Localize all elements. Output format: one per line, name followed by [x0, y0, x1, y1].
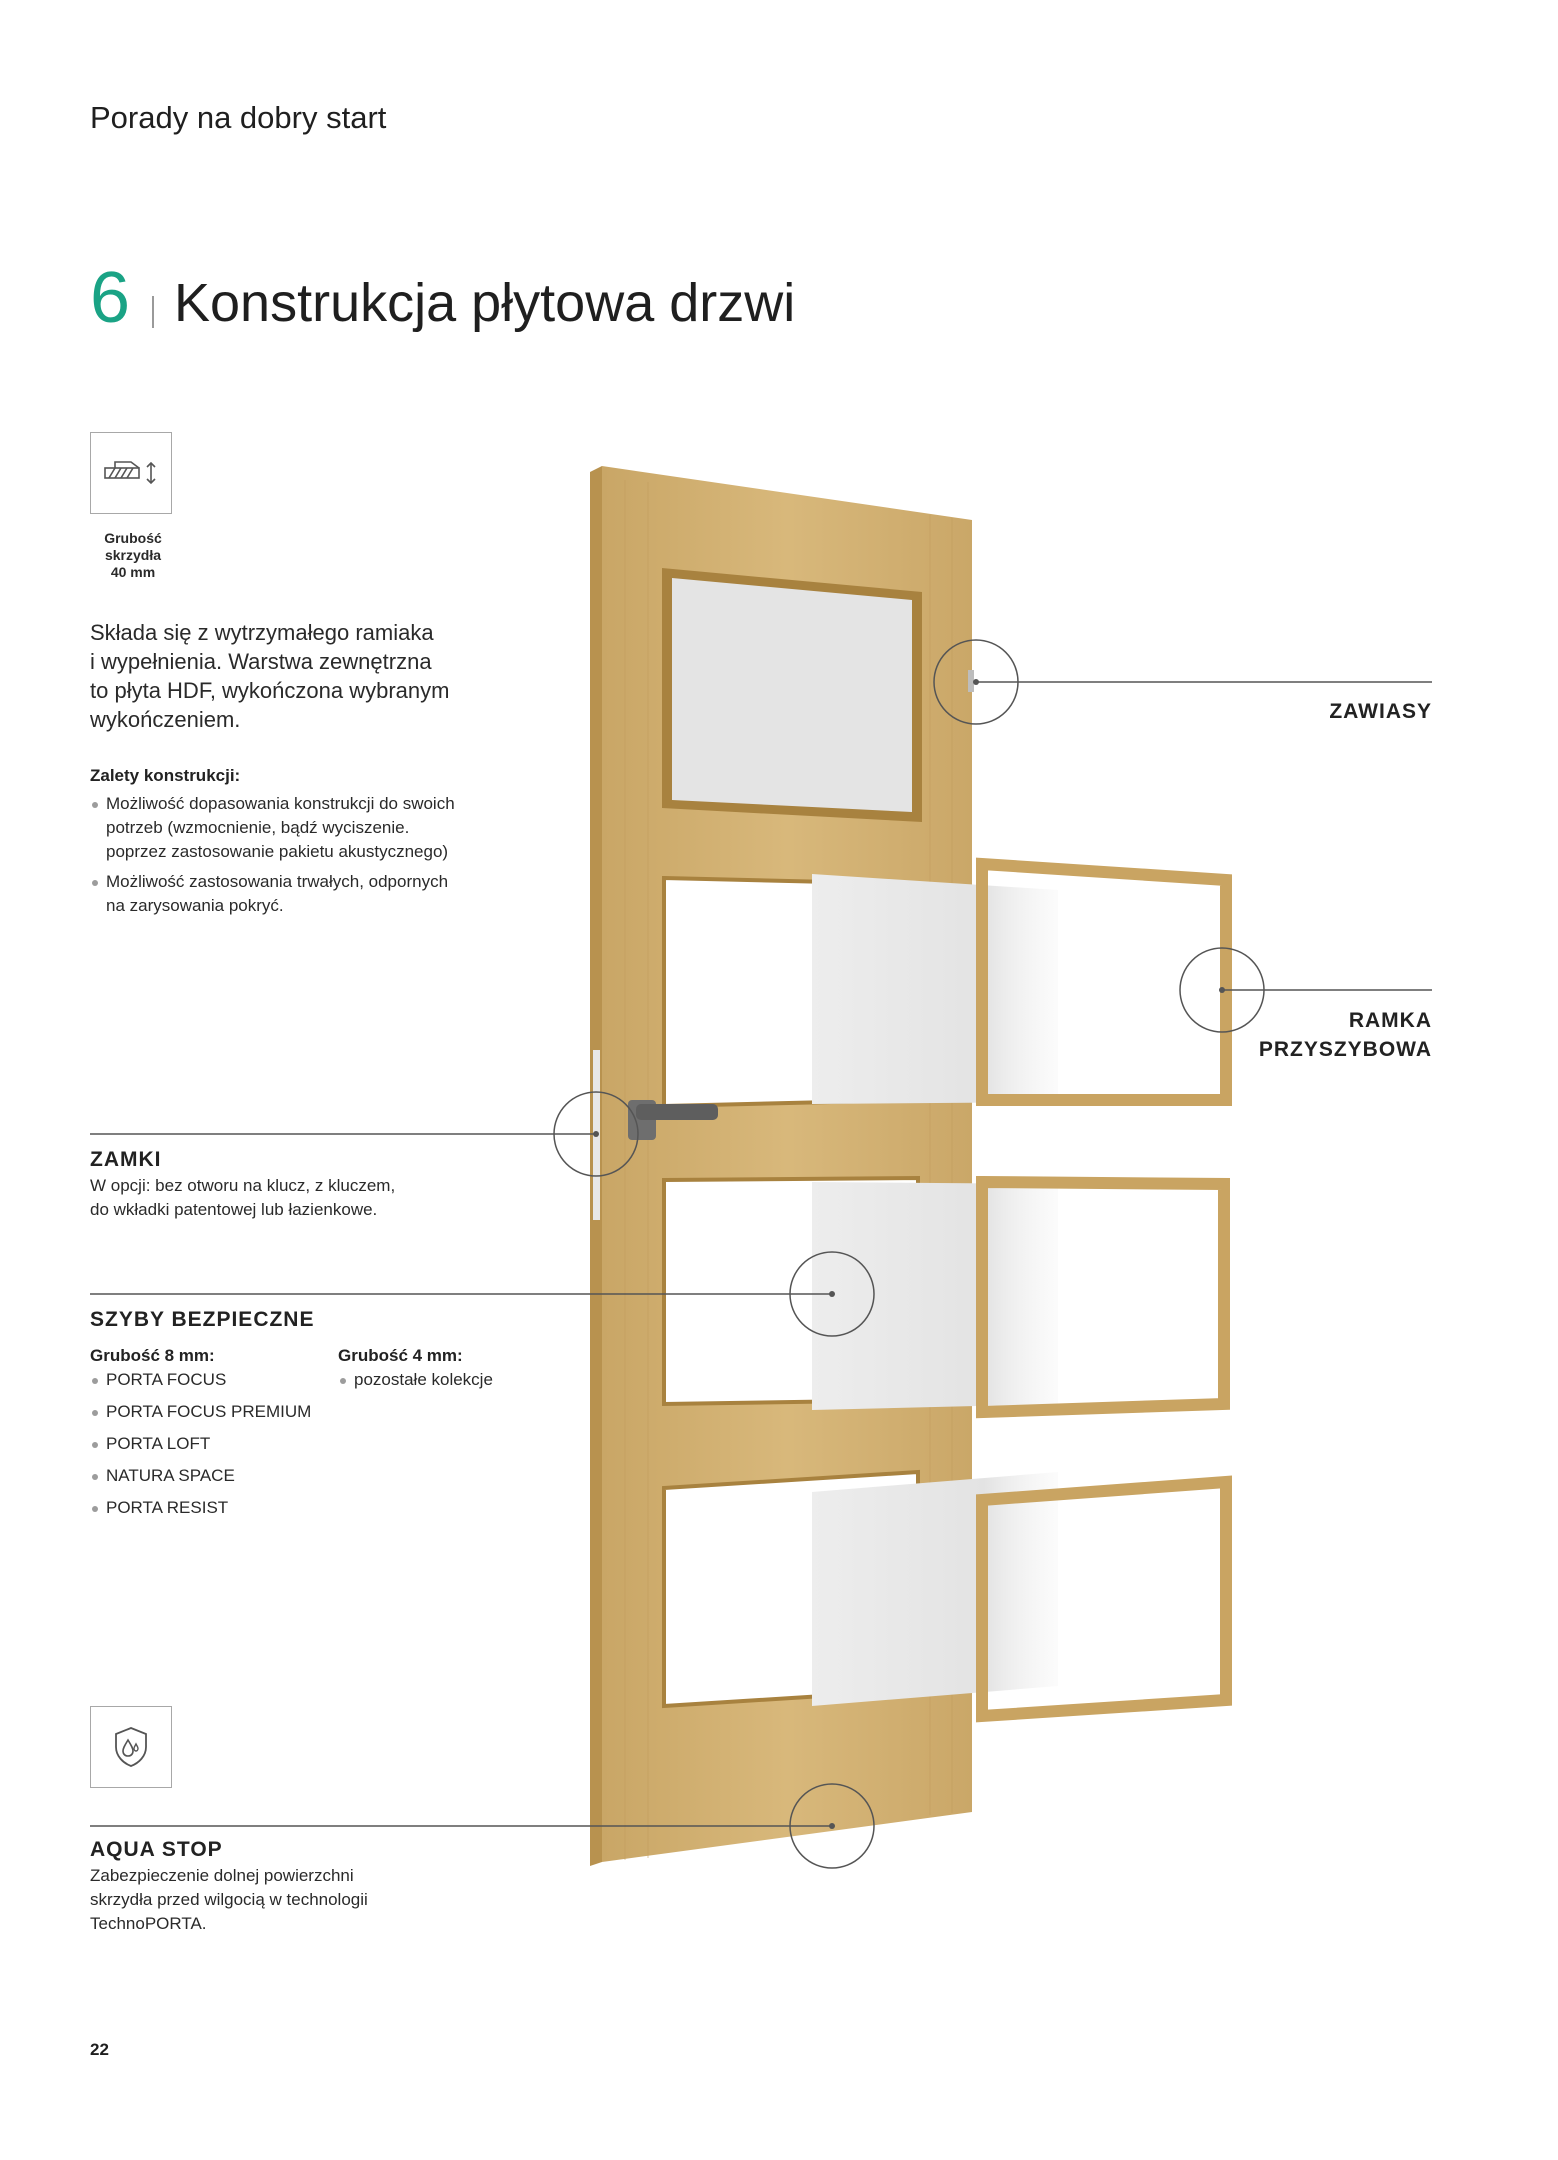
callout-dot	[973, 679, 979, 685]
callout-dot	[593, 1131, 599, 1137]
list-item-line: Możliwość dopasowania konstrukcji do swoich	[106, 794, 455, 813]
list-item: NATURA SPACE	[90, 1464, 330, 1488]
hinge-icon	[968, 670, 974, 692]
advantages-title: Zalety konstrukcji:	[90, 766, 241, 785]
section-number: 6	[90, 258, 131, 338]
label-locks: ZAMKI	[90, 1148, 162, 1171]
caption-line: Grubość	[104, 530, 162, 546]
list-item-line: potrzeb (wzmocnienie, bądź wyciszenie.	[106, 818, 410, 837]
aqua-stop-shield-icon	[90, 1706, 172, 1788]
intro-line: to płyta HDF, wykończona wybranym	[90, 678, 450, 703]
glass-4mm-list	[338, 1368, 538, 1400]
label-aqua-stop: AQUA STOP	[90, 1838, 223, 1861]
desc-line: do wkładki patentowej lub łazienkowe.	[90, 1200, 378, 1219]
list-item: PORTA LOFT	[90, 1432, 330, 1456]
page-header-title: Porady na dobry start	[90, 100, 387, 135]
intro-line: i wypełnienia. Warstwa zewnętrzna	[90, 649, 432, 674]
label-glazing-frame	[1160, 1006, 1432, 1064]
list-item: PORTA FOCUS PREMIUM	[90, 1400, 330, 1424]
glass-8mm-title: Grubość 8 mm:	[90, 1346, 215, 1365]
page-number: 22	[90, 2040, 109, 2059]
callout-dot	[829, 1823, 835, 1829]
list-item: pozostałe kolekcje	[338, 1368, 538, 1392]
label-line: RAMKA	[1348, 1009, 1432, 1032]
list-item-line: poprzez zastosowanie pakietu akustycznego)	[106, 842, 449, 861]
list-item-line: Możliwość zastosowania trwałych, odpornych	[106, 872, 449, 891]
callout-dot	[829, 1291, 835, 1297]
desc-line: skrzydła przed wilgocią w technologii	[90, 1890, 368, 1909]
glass-pane	[812, 1182, 1058, 1410]
glass-pane	[812, 874, 1058, 1104]
locks-description	[90, 1174, 395, 1222]
desc-line: TechnoPORTA.	[90, 1914, 207, 1933]
glass-8mm-list	[90, 1368, 330, 1528]
label-hinges: ZAWIASY	[1329, 700, 1432, 723]
caption-line: 40 mm	[110, 564, 156, 580]
aqua-stop-description	[90, 1864, 368, 1936]
section-title: Konstrukcja płytowa drzwi	[174, 273, 796, 333]
intro-line: wykończeniem.	[90, 707, 241, 732]
glass-4mm-title: Grubość 4 mm:	[338, 1346, 463, 1365]
label-line: PRZYSZYBOWA	[1258, 1038, 1432, 1061]
list-item: PORTA FOCUS	[90, 1368, 330, 1392]
label-safety-glass: SZYBY BEZPIECZNE	[90, 1308, 315, 1331]
list-item: PORTA RESIST	[90, 1496, 330, 1520]
intro-line: Składa się z wytrzymałego ramiaka	[90, 620, 434, 645]
callout-dot	[1219, 987, 1225, 993]
glass-pane	[812, 1472, 1058, 1706]
list-item-line: na zarysowania pokryć.	[106, 896, 284, 915]
desc-line: W opcji: bez otworu na klucz, z kluczem,	[90, 1176, 396, 1195]
caption-line: skrzydła	[104, 547, 162, 563]
desc-line: Zabezpieczenie dolnej powierzchni	[90, 1866, 354, 1885]
